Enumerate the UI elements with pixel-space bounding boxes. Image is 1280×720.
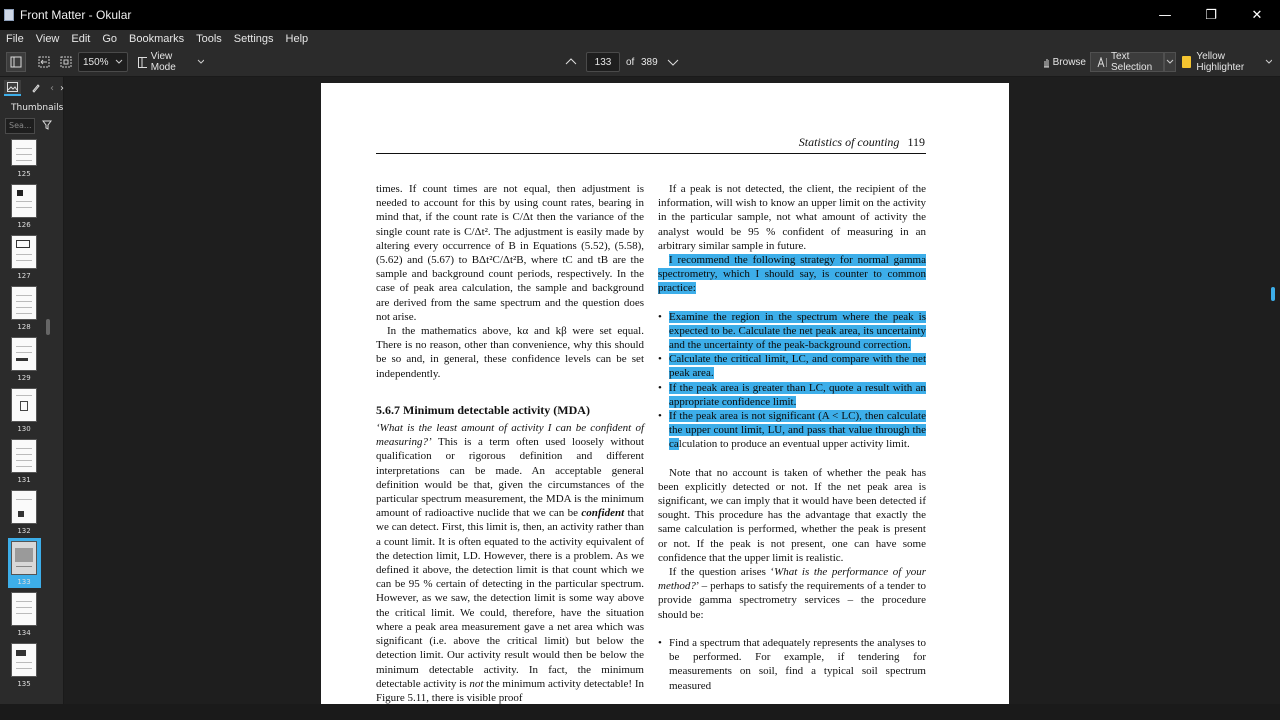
thumbnail-page-number: 134 (17, 629, 31, 637)
procedure-list (658, 636, 926, 693)
fit-width-icon (38, 56, 50, 68)
next-page-button[interactable] (665, 52, 681, 72)
menu-file[interactable]: File (6, 32, 24, 45)
highlighter-icon (1182, 56, 1191, 68)
bold-text: confident (581, 507, 625, 520)
thumbnail-page[interactable] (11, 388, 37, 422)
thumbnail-list[interactable] (8, 139, 56, 702)
page-of-label: of (626, 56, 635, 68)
image-icon (7, 82, 18, 92)
menu-bookmarks[interactable]: Bookmarks (129, 32, 185, 45)
page-number: 119 (907, 135, 925, 149)
thumbnails-label: Thumbnails (11, 103, 64, 113)
paragraph (376, 421, 644, 704)
header-rule (376, 153, 926, 154)
chevron-down-icon (667, 57, 679, 67)
chevron-right-icon[interactable]: › (60, 82, 64, 94)
hand-icon (1042, 57, 1049, 68)
menu-settings[interactable]: Settings (233, 32, 274, 45)
thumbnail-page[interactable] (11, 490, 37, 524)
view-mode-button[interactable] (138, 52, 204, 72)
maximize-button[interactable]: ❐ (1205, 7, 1217, 23)
menu-edit[interactable]: Edit (71, 32, 91, 45)
annotation-tool-button[interactable] (1182, 52, 1272, 72)
close-button[interactable]: ✕ (1251, 7, 1263, 23)
document-scrollbar[interactable] (1271, 287, 1275, 301)
thumbnail-page[interactable] (11, 235, 37, 269)
paragraph (658, 565, 926, 622)
browse-tool-button[interactable] (1042, 52, 1086, 72)
thumbnail-page[interactable] (11, 439, 37, 473)
italic-text: ‘What is the least amount of activity I can be confident of measuring?’ (376, 422, 644, 449)
thumbnail-page[interactable] (11, 592, 37, 626)
italic-text: not (469, 677, 484, 690)
thumbnail-page-number: 132 (17, 527, 31, 535)
italic-text: What is the performance of your method? (658, 566, 926, 593)
document-viewport[interactable] (64, 77, 1280, 704)
chevron-up-icon (565, 57, 577, 67)
page-number-input[interactable]: 133 (586, 52, 620, 72)
filter-icon[interactable] (42, 120, 52, 133)
text-selection[interactable]: Examine the region in the spectrum where the peak is expected to be. Calculate the net peak area, its uncertainty and the uncertainty of the peak-background correction. (669, 310, 926, 352)
menu-go[interactable]: Go (102, 32, 118, 45)
document-page[interactable] (321, 83, 1009, 704)
paragraph: times. If count times are not equal, then adjustment is needed to account for this by using count rates, bearing in mind that, if the count rate is C/Δt then the variance of the single count rate is C/Δt². The adjustment is easily made by altering every occurrence of B in Equations (5.52), (5.58), (5.62) and (5.67) to BΔt²C/Δt²B, where tC and tB are the sample and background count periods, respectively. In the case of peak area calculation, the sample and background are derived from the same spectrum and the question does not arise. (376, 183, 644, 323)
menu-view[interactable]: View (35, 32, 60, 45)
sidebar-toggle-icon (10, 56, 22, 68)
chevron-left-icon[interactable]: ‹ (50, 82, 54, 94)
thumbnail-scrollbar[interactable] (46, 319, 50, 335)
chevron-down-icon (1264, 57, 1272, 67)
thumbnail-page[interactable] (11, 337, 37, 371)
text-selection-menu-button[interactable] (1164, 52, 1176, 72)
chevron-down-icon (1165, 57, 1175, 67)
zoom-value: 150% (83, 56, 109, 68)
text-selection[interactable]: Calculate the critical limit, LC, and compare with the net peak area. (669, 353, 926, 380)
text-selection[interactable]: I recommend the following strategy for normal gamma spectrometry, which I should say, is counter to common practice: (658, 254, 926, 295)
menu-tools[interactable]: Tools (196, 32, 222, 45)
text-run: If the question arises ‘ (669, 566, 775, 579)
annotations-tab[interactable] (27, 80, 44, 96)
thumbnail-page-number: 128 (17, 323, 31, 331)
menu-help[interactable]: Help (285, 32, 309, 45)
view-mode-label: View Mode (150, 51, 176, 73)
thumbnail-page-number: 133 (17, 578, 31, 586)
view-mode-icon (138, 57, 147, 68)
list-item: • Find a spectrum that adequately represents the analyses to be performed. For example, if tendering for measurements on soil, find a typical soil spectrum measured (658, 636, 926, 693)
okular-app-icon (4, 9, 14, 21)
thumbnail-page-number: 135 (17, 680, 31, 688)
chevron-down-icon (196, 57, 204, 67)
thumbnail-page-number: 130 (17, 425, 31, 433)
thumbnail-page-number: 127 (17, 272, 31, 280)
thumbnails-tab[interactable] (4, 80, 21, 96)
thumbnail-page-number: 131 (17, 476, 31, 484)
thumbnail-page-number: 125 (17, 170, 31, 178)
paragraph: If a peak is not detected, the client, the recipient of the information, will wish to know an upper limit on the activity in the particular sample, not what amount of activity the analyst would be 95 % confident of measuring in an arbitrary similar sample in future. (658, 183, 926, 252)
fit-page-button[interactable] (58, 52, 74, 72)
previous-page-button[interactable] (563, 52, 579, 72)
chevron-down-icon (114, 57, 124, 67)
paragraph: In the mathematics above, kα and kβ were set equal. There is no reason, other than convenience, why this should be so and, in general, these confidence levels can be set independently. (376, 325, 644, 380)
text-selection[interactable]: If the peak area is not significant (A < LC), then calculate the upper count limit, LU, and pass that value through the ca (669, 410, 926, 451)
text-selection-label: Text Selection (1111, 51, 1153, 73)
main-toolbar (0, 47, 1280, 77)
paragraph: Note that no account is taken of whether the peak has been explicitly detected or not. If the net peak area is significant, we can imply that it would have been detected if sought. This procedure has the advantage that exactly the same calculation is performed, whether the peak is present or not. If the peak is not present, one can have some confidence that the upper limit is realistic. (658, 466, 926, 564)
highlighter-label: Yellow Highlighter (1196, 51, 1245, 73)
text-run: the minimum activity detectable! In Figure 5.11, there is visible proof (376, 677, 644, 704)
strategy-list (658, 310, 926, 452)
thumbnail-page[interactable] (11, 184, 37, 218)
minimize-button[interactable]: — (1158, 7, 1172, 23)
left-column (376, 182, 644, 704)
thumbnail-search-input[interactable]: Sea... (5, 118, 35, 134)
text-select-icon (1097, 57, 1107, 68)
total-pages-label: 389 (641, 56, 658, 68)
list-item (658, 381, 926, 409)
text-run: lculation to produce an eventual upper activity limit. (678, 438, 910, 451)
menu-bar (0, 30, 1280, 47)
list-item (658, 409, 926, 452)
section-heading: 5.6.7 Minimum detectable activity (MDA) (376, 402, 590, 417)
thumbnail-page[interactable] (11, 139, 37, 166)
text-selection[interactable]: If the peak area is greater than LC, quote a result with an appropriate confidence limit. (669, 381, 926, 408)
thumbnail-page[interactable] (11, 286, 37, 320)
thumbnail-page-number: 129 (17, 374, 31, 382)
title-bar (0, 0, 1280, 30)
text-run: ’ – perhaps to satisfy the requirements of a tender to provide gamma spectrometry services – the procedure should be: (658, 580, 926, 621)
running-head (799, 135, 925, 150)
show-sidebar-button[interactable] (6, 52, 26, 72)
text-run: This is a term often used loosely without qualification or rigorous definition and different interpretations can be made. An acceptable general definition would be that, given the circumstances of the particular spectrum measurement, the MDA is the minimum amount of radioactive nuclide that we can be (376, 436, 644, 520)
fit-page-icon (60, 56, 72, 68)
running-head-title: Statistics of counting (798, 135, 900, 149)
window-title: Front Matter - Okular (20, 8, 132, 22)
thumbnail-page-current[interactable] (11, 541, 37, 575)
list-item (658, 310, 926, 353)
thumbnail-page-number: 126 (17, 221, 31, 229)
thumbnail-page[interactable] (11, 643, 37, 677)
browse-label: Browse (1052, 56, 1086, 68)
list-item (658, 352, 926, 380)
sidebar-panel (0, 77, 64, 704)
right-column (658, 182, 926, 693)
zoom-combobox[interactable] (78, 52, 128, 72)
text-selection-tool-button[interactable] (1090, 52, 1164, 72)
fit-width-button[interactable] (36, 52, 52, 72)
selected-paragraph[interactable] (658, 253, 926, 296)
status-bar (0, 704, 1280, 720)
pen-icon (31, 83, 41, 93)
text-run: that we can detect. First, this limit is, then, an activity rather than a count limit. It is often equated to the activity equivalent of the detection limit, LD. However, there is a problem. As we defined it above, the detection limit is that count which we can be 95 % certain of detecting in the particular spectrum. However, as we saw, the detection limit is some way above the critical limit. We could, therefore, have the situation where a peak area measurement gave a net area which was significant (i.e. above the critical limit) but below the detection limit. Our activity result would then be below the minimum detectable activity. In fact, the minimum detectable activity is (376, 507, 644, 690)
